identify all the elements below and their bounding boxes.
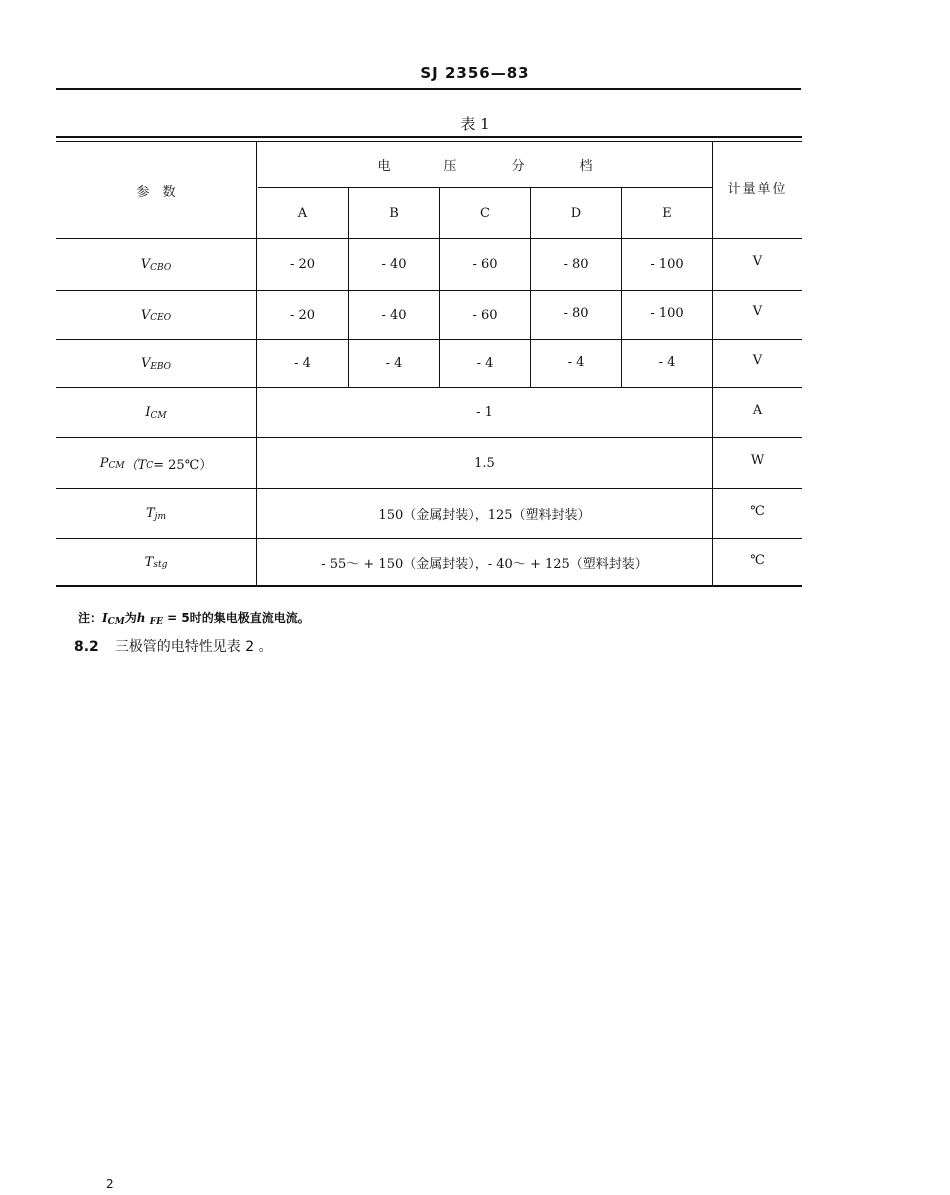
unit-cell: A bbox=[752, 403, 763, 418]
note-mid: 为 bbox=[124, 611, 137, 625]
param-symbol: P bbox=[99, 455, 109, 471]
param-subscript: CM bbox=[150, 410, 167, 421]
param-cell-vebo bbox=[56, 340, 256, 387]
value-cell: - 4 bbox=[385, 356, 403, 371]
grade-header-a: A bbox=[297, 205, 308, 221]
unit-cell: V bbox=[752, 352, 763, 368]
value-cell: - 60 bbox=[472, 257, 498, 272]
value-cell: - 4 bbox=[476, 356, 494, 371]
value-cell: - 80 bbox=[563, 305, 589, 321]
note-subscript: CM bbox=[107, 617, 125, 627]
note-h-symbol: h bbox=[136, 611, 146, 625]
note-prefix: 注： bbox=[78, 611, 103, 625]
grade-header-e: E bbox=[662, 205, 672, 221]
param-symbol: V bbox=[140, 356, 151, 371]
param-condition: （T bbox=[124, 457, 147, 473]
voltage-header-char: 电 bbox=[377, 159, 391, 174]
value-cell: - 40 bbox=[381, 257, 407, 272]
table-top-rule bbox=[56, 136, 802, 138]
unit-header: 计量单位 bbox=[727, 181, 788, 197]
table-title: 表 1 bbox=[460, 115, 490, 133]
unit-cell: W bbox=[750, 453, 765, 468]
param-cell-vceo bbox=[56, 291, 256, 339]
param-subscript: CEO bbox=[150, 313, 172, 323]
voltage-header-char: 档 bbox=[579, 159, 593, 174]
section-number: 8.2 bbox=[74, 639, 99, 655]
param-subscript: CM bbox=[108, 461, 125, 471]
unit-cell: V bbox=[752, 303, 763, 319]
param-subscript: EBO bbox=[150, 361, 172, 372]
header-rule bbox=[56, 88, 801, 90]
value-cell: - 60 bbox=[472, 307, 498, 323]
param-subscript: CBO bbox=[150, 262, 172, 273]
grade-header-c: C bbox=[480, 205, 490, 221]
param-cell-icm bbox=[56, 388, 256, 437]
value-cell: - 4 bbox=[294, 356, 311, 371]
param-subscript: stg bbox=[153, 560, 168, 570]
note-h-subscript: FE bbox=[149, 617, 163, 627]
param-condition-tail: = 25℃） bbox=[153, 457, 213, 473]
merged-value-cell: - 1 bbox=[476, 405, 493, 420]
param-symbol: T bbox=[146, 506, 155, 521]
param-symbol: V bbox=[140, 307, 151, 323]
value-cell: - 100 bbox=[650, 305, 684, 321]
param-symbol: V bbox=[140, 257, 151, 272]
param-cell-tstg bbox=[56, 539, 256, 585]
unit-cell: V bbox=[752, 254, 763, 269]
document-header: SJ 2356—83 bbox=[420, 64, 530, 82]
merged-value-cell: - 55～ + 150（金属封装），- 40～ + 125（塑料封装） bbox=[321, 556, 648, 572]
section-8-2 bbox=[74, 636, 273, 656]
param-condition-subscript: C bbox=[146, 461, 154, 471]
value-cell: - 4 bbox=[567, 354, 585, 370]
table-note bbox=[78, 609, 310, 626]
note-symbol: I bbox=[102, 611, 108, 625]
unit-cell: ℃ bbox=[750, 504, 765, 519]
grade-header-d: D bbox=[570, 205, 582, 221]
page-number: 2 bbox=[106, 1177, 114, 1191]
section-text: 三极管的电特性见表 2 。 bbox=[114, 639, 273, 655]
value-cell: - 20 bbox=[289, 257, 316, 272]
voltage-header-char: 压 bbox=[443, 159, 457, 174]
param-header: 参 数 bbox=[136, 184, 176, 200]
note-text: = 5时的集电极直流电流。 bbox=[162, 611, 310, 625]
unit-cell: ℃ bbox=[750, 552, 765, 568]
grade-header-b: B bbox=[389, 205, 399, 221]
merged-value-cell: 1.5 bbox=[474, 455, 495, 471]
voltage-header-char: 分 bbox=[511, 159, 525, 174]
table-bottom-rule bbox=[56, 585, 802, 587]
value-cell: - 20 bbox=[289, 307, 316, 323]
param-subscript: jm bbox=[154, 511, 166, 522]
param-cell-tjm bbox=[56, 489, 256, 538]
param-cell-pcm bbox=[56, 438, 256, 488]
merged-value-cell: 150（金属封装），125（塑料封装） bbox=[378, 508, 591, 523]
value-cell: - 80 bbox=[563, 257, 589, 272]
param-symbol: I bbox=[145, 405, 151, 420]
param-cell-vcbo bbox=[56, 239, 256, 290]
value-cell: - 100 bbox=[650, 257, 684, 272]
value-cell: - 4 bbox=[658, 354, 676, 370]
param-symbol: T bbox=[144, 554, 154, 570]
value-cell: - 40 bbox=[381, 307, 407, 323]
